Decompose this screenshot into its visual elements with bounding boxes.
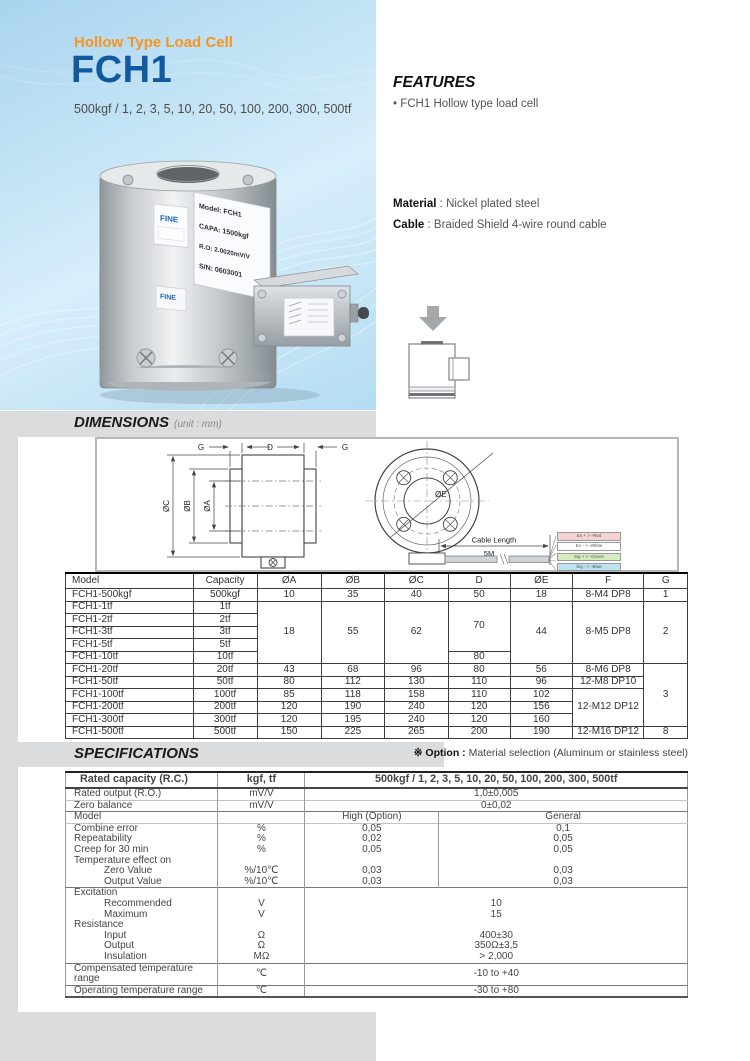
table-cell: 190 (321, 701, 384, 714)
table-cell: 1 (644, 589, 688, 602)
table-cell: 100tf (193, 689, 257, 702)
table-cell: 12-M16 DP12 (572, 726, 644, 739)
features-section (393, 74, 738, 110)
table-cell: 500kgf (193, 589, 257, 602)
junction-box (254, 266, 369, 346)
table-cell: 190 (510, 726, 572, 739)
table-cell: 80 (257, 676, 321, 689)
features-title: FEATURES (393, 74, 476, 91)
material-cable-section (393, 198, 607, 240)
table-cell: Operating temperature range (66, 985, 218, 997)
option-note (414, 747, 688, 759)
table-row (66, 601, 688, 614)
product-photo (58, 146, 370, 408)
dimensions-band (0, 411, 376, 437)
table-cell: 300tf (193, 714, 257, 727)
table-cell: 500tf (193, 726, 257, 739)
table-cell: 0,05 (553, 844, 573, 856)
table-cell: 56 (510, 664, 572, 677)
table-cell: High (Option) (305, 812, 439, 824)
table-cell: %/10℃ (218, 877, 305, 888)
table-cell: 62 (385, 601, 448, 664)
table-cell: 2 (644, 601, 688, 664)
table-cell: V (218, 899, 305, 910)
table-cell: 0,03 (553, 875, 573, 887)
table-cell: 85 (257, 689, 321, 702)
table-cell: mV/V (218, 800, 305, 812)
table-cell: FCH1-300tf (66, 714, 194, 727)
table-row (66, 772, 688, 788)
material-value: Nickel plated steel (446, 198, 540, 210)
column-header: Capacity (193, 573, 257, 589)
table-cell: 80 (448, 651, 510, 664)
specifications-band (0, 742, 444, 767)
table-cell: % (218, 834, 305, 845)
table-cell: 0,05 (305, 823, 439, 834)
table-cell: 80 (448, 664, 510, 677)
table-cell: 15 (490, 908, 502, 920)
table-cell: 0,03 (305, 866, 439, 877)
column-header: ØB (321, 573, 384, 589)
dimensions-unit-note: (unit : mm) (174, 419, 222, 430)
table-cell: 8-M4 DP8 (572, 589, 644, 602)
table-cell: FCH1-3tf (66, 626, 194, 639)
table-cell: 55 (321, 601, 384, 664)
table-cell: 0±0,02 (305, 800, 688, 812)
table-row (66, 952, 688, 963)
dim-label-d: D (267, 443, 273, 452)
table-cell: % (218, 845, 305, 856)
table-cell: 3 (644, 664, 688, 727)
table-cell: FCH1-20tf (66, 664, 194, 677)
table-row (66, 726, 688, 739)
table-cell: Zero Value (66, 866, 218, 877)
table-row (66, 589, 688, 602)
table-cell: 8-M6 DP8 (572, 664, 644, 677)
table-cell: 50 (448, 589, 510, 602)
table-row (66, 931, 688, 942)
table-cell: 118 (321, 689, 384, 702)
material-label: Material (393, 198, 437, 210)
brand-logo: FINE (160, 213, 179, 225)
dimensions-table (65, 572, 688, 739)
option-note-text: Material selection (Aluminum or stainless steel) (468, 747, 688, 759)
table-cell: 120 (257, 714, 321, 727)
table-row (66, 941, 688, 952)
table-cell: Compensated temperature range (66, 963, 218, 985)
capacity-range: 500kgf / 1, 2, 3, 5, 10, 20, 50, 100, 200, 300, 500tf (74, 102, 352, 116)
column-header: ØC (385, 573, 448, 589)
table-cell: Ω (218, 931, 305, 942)
table-cell: 200 (448, 726, 510, 739)
cable-label: Cable (393, 219, 425, 231)
table-cell: 18 (510, 589, 572, 602)
table-cell: 400±30 (479, 929, 513, 941)
table-cell: FCH1-500tf (66, 726, 194, 739)
dim-label-g-right: G (341, 443, 349, 452)
table-cell: ℃ (218, 985, 305, 997)
table-row (66, 910, 688, 921)
table-cell: 0,05 (305, 845, 439, 856)
label-model: Model: FCH1 (199, 203, 242, 220)
specifications-title: SPECIFICATIONS (74, 745, 199, 762)
product-family-title: Hollow Type Load Cell (74, 34, 233, 51)
table-cell: V (218, 910, 305, 921)
option-note-label: ※ Option : (413, 747, 466, 759)
table-cell: 102 (510, 689, 572, 702)
table-row (66, 899, 688, 910)
wire-legend-item: Sig - > -Blue (557, 563, 621, 572)
label-capa: CAPA: 1500kgf (199, 223, 249, 241)
table-cell: FCH1-200tf (66, 701, 194, 714)
table-cell: 70 (448, 601, 510, 651)
table-cell: 3tf (193, 626, 257, 639)
left-gray-strip (0, 437, 18, 1012)
table-cell: 240 (385, 701, 448, 714)
table-cell: 112 (321, 676, 384, 689)
table-cell: Combine error (66, 823, 218, 834)
mounting-direction-thumbnail (396, 300, 486, 408)
table-cell: Temperature effect on (66, 856, 218, 867)
table-cell: 2tf (193, 614, 257, 627)
table-row (66, 845, 688, 856)
table-cell: Resistance (66, 920, 218, 931)
table-cell: 0,03 (553, 865, 573, 877)
table-cell: 160 (510, 714, 572, 727)
brand-logo-2: FINE (160, 293, 176, 303)
table-cell: Input (66, 931, 218, 942)
table-cell: 50tf (193, 676, 257, 689)
table-cell: ℃ (218, 963, 305, 985)
hero-banner (0, 0, 376, 410)
table-row (66, 877, 688, 888)
table-cell: 500kgf / 1, 2, 3, 5, 10, 20, 50, 100, 200, 300, 500tf (305, 772, 688, 788)
table-cell: 12-M12 DP12 (572, 689, 644, 727)
cable-length-label: Cable Length (471, 535, 517, 545)
table-cell: %/10℃ (218, 866, 305, 877)
table-row (66, 788, 688, 800)
bottom-gray-block (0, 1012, 376, 1061)
column-header: ØE (510, 573, 572, 589)
table-cell: 120 (448, 701, 510, 714)
table-cell: FCH1-5tf (66, 639, 194, 652)
label-ro: R.O: 2.0020mV/V (199, 243, 250, 261)
table-cell: 68 (321, 664, 384, 677)
table-cell: Excitation (66, 888, 218, 899)
table-cell: Recommended (66, 899, 218, 910)
table-row (66, 985, 688, 997)
table-row (66, 963, 688, 985)
wire-legend-item: Ex + > -Red (557, 532, 621, 541)
dimensions-title-text: DIMENSIONS (74, 414, 170, 431)
table-row (66, 800, 688, 812)
colon: : (427, 219, 434, 231)
dim-label-g-left: G (197, 443, 205, 452)
dimensions-drawing (95, 437, 679, 572)
table-cell: 8-M5 DP8 (572, 601, 644, 664)
cable-value: Braided Shield 4-wire round cable (433, 219, 607, 231)
dim-label-dia-c: ØC (162, 500, 171, 512)
cable-line (393, 219, 607, 231)
cable-length-value: 5M (483, 549, 495, 558)
table-cell: Rated capacity (R.C.) (66, 772, 218, 788)
specifications-table (65, 771, 688, 998)
table-row (66, 689, 688, 702)
dimensions-title (74, 414, 222, 431)
table-cell: 158 (385, 689, 448, 702)
material-line (393, 198, 607, 210)
table-cell: 1tf (193, 601, 257, 614)
table-cell: 43 (257, 664, 321, 677)
feature-item: • FCH1 Hollow type load cell (393, 98, 539, 110)
table-cell: FCH1-100tf (66, 689, 194, 702)
table-cell: Creep for 30 min (66, 845, 218, 856)
table-cell: 10tf (193, 651, 257, 664)
table-cell: FCH1-1tf (66, 601, 194, 614)
table-cell: 265 (385, 726, 448, 739)
table-cell: MΩ (218, 952, 305, 963)
table-cell: 225 (321, 726, 384, 739)
table-cell: mV/V (218, 788, 305, 800)
table-cell: FCH1-10tf (66, 651, 194, 664)
table-cell: General (439, 812, 688, 824)
table-cell: 96 (510, 676, 572, 689)
table-cell: Output (66, 941, 218, 952)
table-row (66, 812, 688, 824)
table-cell: Repeatability (66, 834, 218, 845)
table-cell: > 2,000 (479, 950, 514, 962)
table-cell: 350Ω±3,5 (474, 940, 518, 952)
dim-label-dia-b: ØB (183, 500, 192, 512)
column-header: G (644, 573, 688, 589)
dimensions-table-header (66, 573, 688, 589)
table-cell: Insulation (66, 952, 218, 963)
table-cell: 120 (257, 701, 321, 714)
table-cell: 150 (257, 726, 321, 739)
column-header: D (448, 573, 510, 589)
table-cell: 0,02 (305, 834, 439, 845)
table-cell: Ω (218, 941, 305, 952)
table-cell: Model (66, 812, 218, 824)
table-cell: 0,05 (553, 833, 573, 845)
table-cell: 240 (385, 714, 448, 727)
table-cell: 110 (448, 676, 510, 689)
table-cell: Maximum (66, 910, 218, 921)
table-row (66, 676, 688, 689)
table-cell: Rated output (R.O.) (66, 788, 218, 800)
table-cell: 0,03 (305, 877, 439, 888)
table-cell: 12-M8 DP10 (572, 676, 644, 689)
table-cell: 130 (385, 676, 448, 689)
table-cell: % (218, 823, 305, 834)
column-header: Model (66, 573, 194, 589)
table-cell: FCH1-500kgf (66, 589, 194, 602)
table-cell: kgf, tf (218, 772, 305, 788)
dim-label-dia-e: ØE (435, 490, 447, 499)
table-cell: -10 to +40 (305, 963, 688, 985)
colon: : (439, 198, 447, 210)
wire-legend-item: Sig + > -Green (557, 553, 621, 562)
table-cell: 0,1 (439, 823, 688, 834)
table-cell: 8 (644, 726, 688, 739)
table-cell: 96 (385, 664, 448, 677)
table-cell: 200tf (193, 701, 257, 714)
table-cell: FCH1-2tf (66, 614, 194, 627)
table-cell: 156 (510, 701, 572, 714)
column-header: ØA (257, 573, 321, 589)
product-model-title: FCH1 (71, 49, 173, 91)
table-cell: -30 to +80 (305, 985, 688, 997)
table-cell: 40 (385, 589, 448, 602)
table-row (66, 920, 688, 931)
column-header: F (572, 573, 644, 589)
table-cell: 18 (257, 601, 321, 664)
table-cell: 44 (510, 601, 572, 664)
table-cell: 195 (321, 714, 384, 727)
table-cell: 1,0±0,005 (474, 788, 519, 800)
table-cell (218, 812, 305, 824)
table-cell: 120 (448, 714, 510, 727)
table-cell: 35 (321, 589, 384, 602)
wire-legend-item: Ex - > -White (557, 542, 621, 551)
table-cell: 10 (257, 589, 321, 602)
label-sn: S/N: 0603001 (199, 263, 243, 280)
table-cell: 110 (448, 689, 510, 702)
table-cell: FCH1-50tf (66, 676, 194, 689)
table-cell: Zero balance (66, 800, 218, 812)
table-cell: 20tf (193, 664, 257, 677)
table-cell: 10 (490, 897, 502, 909)
table-cell: Output Value (66, 877, 218, 888)
dim-label-dia-a: ØA (203, 500, 212, 512)
down-arrow-icon (419, 306, 447, 331)
table-cell: 5tf (193, 639, 257, 652)
table-row (66, 664, 688, 677)
